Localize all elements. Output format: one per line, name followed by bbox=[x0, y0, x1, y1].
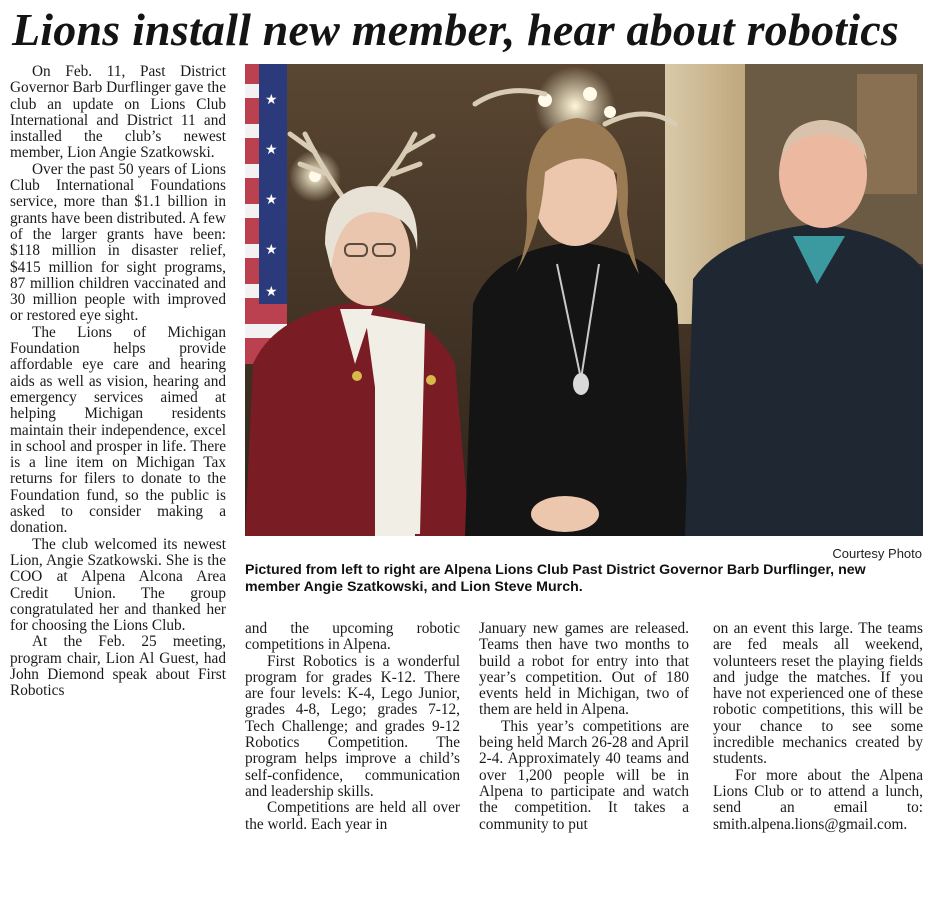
headline: Lions install new member, hear about robotics bbox=[12, 4, 899, 55]
paragraph: and the upcoming robotic competitions in Alpena. bbox=[245, 620, 460, 654]
paragraph: The club welcomed its newest Lion, Angie Szatkowski. She is the COO at Alpena Alcona Area Credit Union. The group congratulated her and thanked her for choosing the Lions Club. bbox=[10, 535, 226, 635]
paragraph: This year’s competitions are being held March 26-28 and April 2-4. Approximately 40 teams and over 1,200 people will be in Alpena to participate and watch the competition. It takes a community to put bbox=[479, 717, 689, 833]
article-photo bbox=[245, 64, 923, 536]
svg-text:★: ★ bbox=[265, 242, 278, 258]
american-flag-icon bbox=[245, 64, 287, 364]
paragraph: Competitions are held all over the world. Each year in bbox=[245, 799, 460, 833]
paragraph: on an event this large. The teams are fed meals all weekend, volunteers reset the playing fields and judge the matches. If you have not experienced one of these robotic competitions, this will be your chance to see some incredible mechanics created by students. bbox=[713, 620, 923, 768]
paragraph: At the Feb. 25 meeting, program chair, Lion Al Guest, had John Diemond speak about First Robotics bbox=[10, 633, 226, 700]
svg-text:★: ★ bbox=[265, 192, 278, 208]
photo-illustration bbox=[245, 64, 923, 536]
svg-text:★: ★ bbox=[265, 142, 278, 158]
bulb bbox=[604, 106, 616, 118]
paragraph: Over the past 50 years of Lions Club International Foundations service, more than $1.1 billion in grants have been distributed. A few of the larger grants have been: $118 million in disaster relief, $415 million for sight programs, 87 million children vaccinated and 30 million people with improved or restored eye sight. bbox=[10, 160, 226, 325]
article-column-3 bbox=[479, 621, 689, 896]
paragraph: January new games are released. Teams then have two months to build a robot for entry into that year’s competition. Out of 180 events held in Michigan, two of them are held in Alpena. bbox=[479, 620, 689, 719]
svg-text:★: ★ bbox=[265, 92, 278, 108]
paragraph: First Robotics is a wonderful program for grades K-12. There are four levels: K-4, Lego Junior, grades 4-8, Lego; grades 7-12, Tech Challenge; and grades 9-12 Robotics Competition. The program helps improve a child’s self-confidence, communication and leadership skills. bbox=[245, 652, 460, 800]
photo-caption: Pictured from left to right are Alpena Lions Club Past District Governor Barb Durflinger, new member Angie Szatkowski, and Lion Steve Murch. bbox=[245, 562, 866, 595]
paragraph: The Lions of Michigan Foundation helps provide affordable eye care and hearing aids as well as vision, hearing and emergency services aimed at helping Michigan residents maintain their independence, excel in school and prosper in life. There is a line item on Michigan Tax returns for filers to donate to the Foundation fund, so the public is asked to consider making a donation. bbox=[10, 323, 226, 537]
article-column-4 bbox=[713, 621, 923, 896]
photo-credit: Courtesy Photo bbox=[832, 546, 922, 561]
paragraph: For more about the Alpena Lions Club or to attend a lunch, send an email to: smith.alpena.lions@gmail.com. bbox=[713, 766, 923, 833]
bulb bbox=[583, 87, 597, 101]
paragraph: On Feb. 11, Past District Governor Barb Durflinger gave the club an update on Lions Club International and District 11 and installed the club’s newest member, Lion Angie Szatkowski. bbox=[10, 63, 226, 162]
svg-text:★: ★ bbox=[265, 284, 278, 300]
article-column-2 bbox=[245, 621, 460, 896]
article-column-1 bbox=[10, 64, 226, 896]
